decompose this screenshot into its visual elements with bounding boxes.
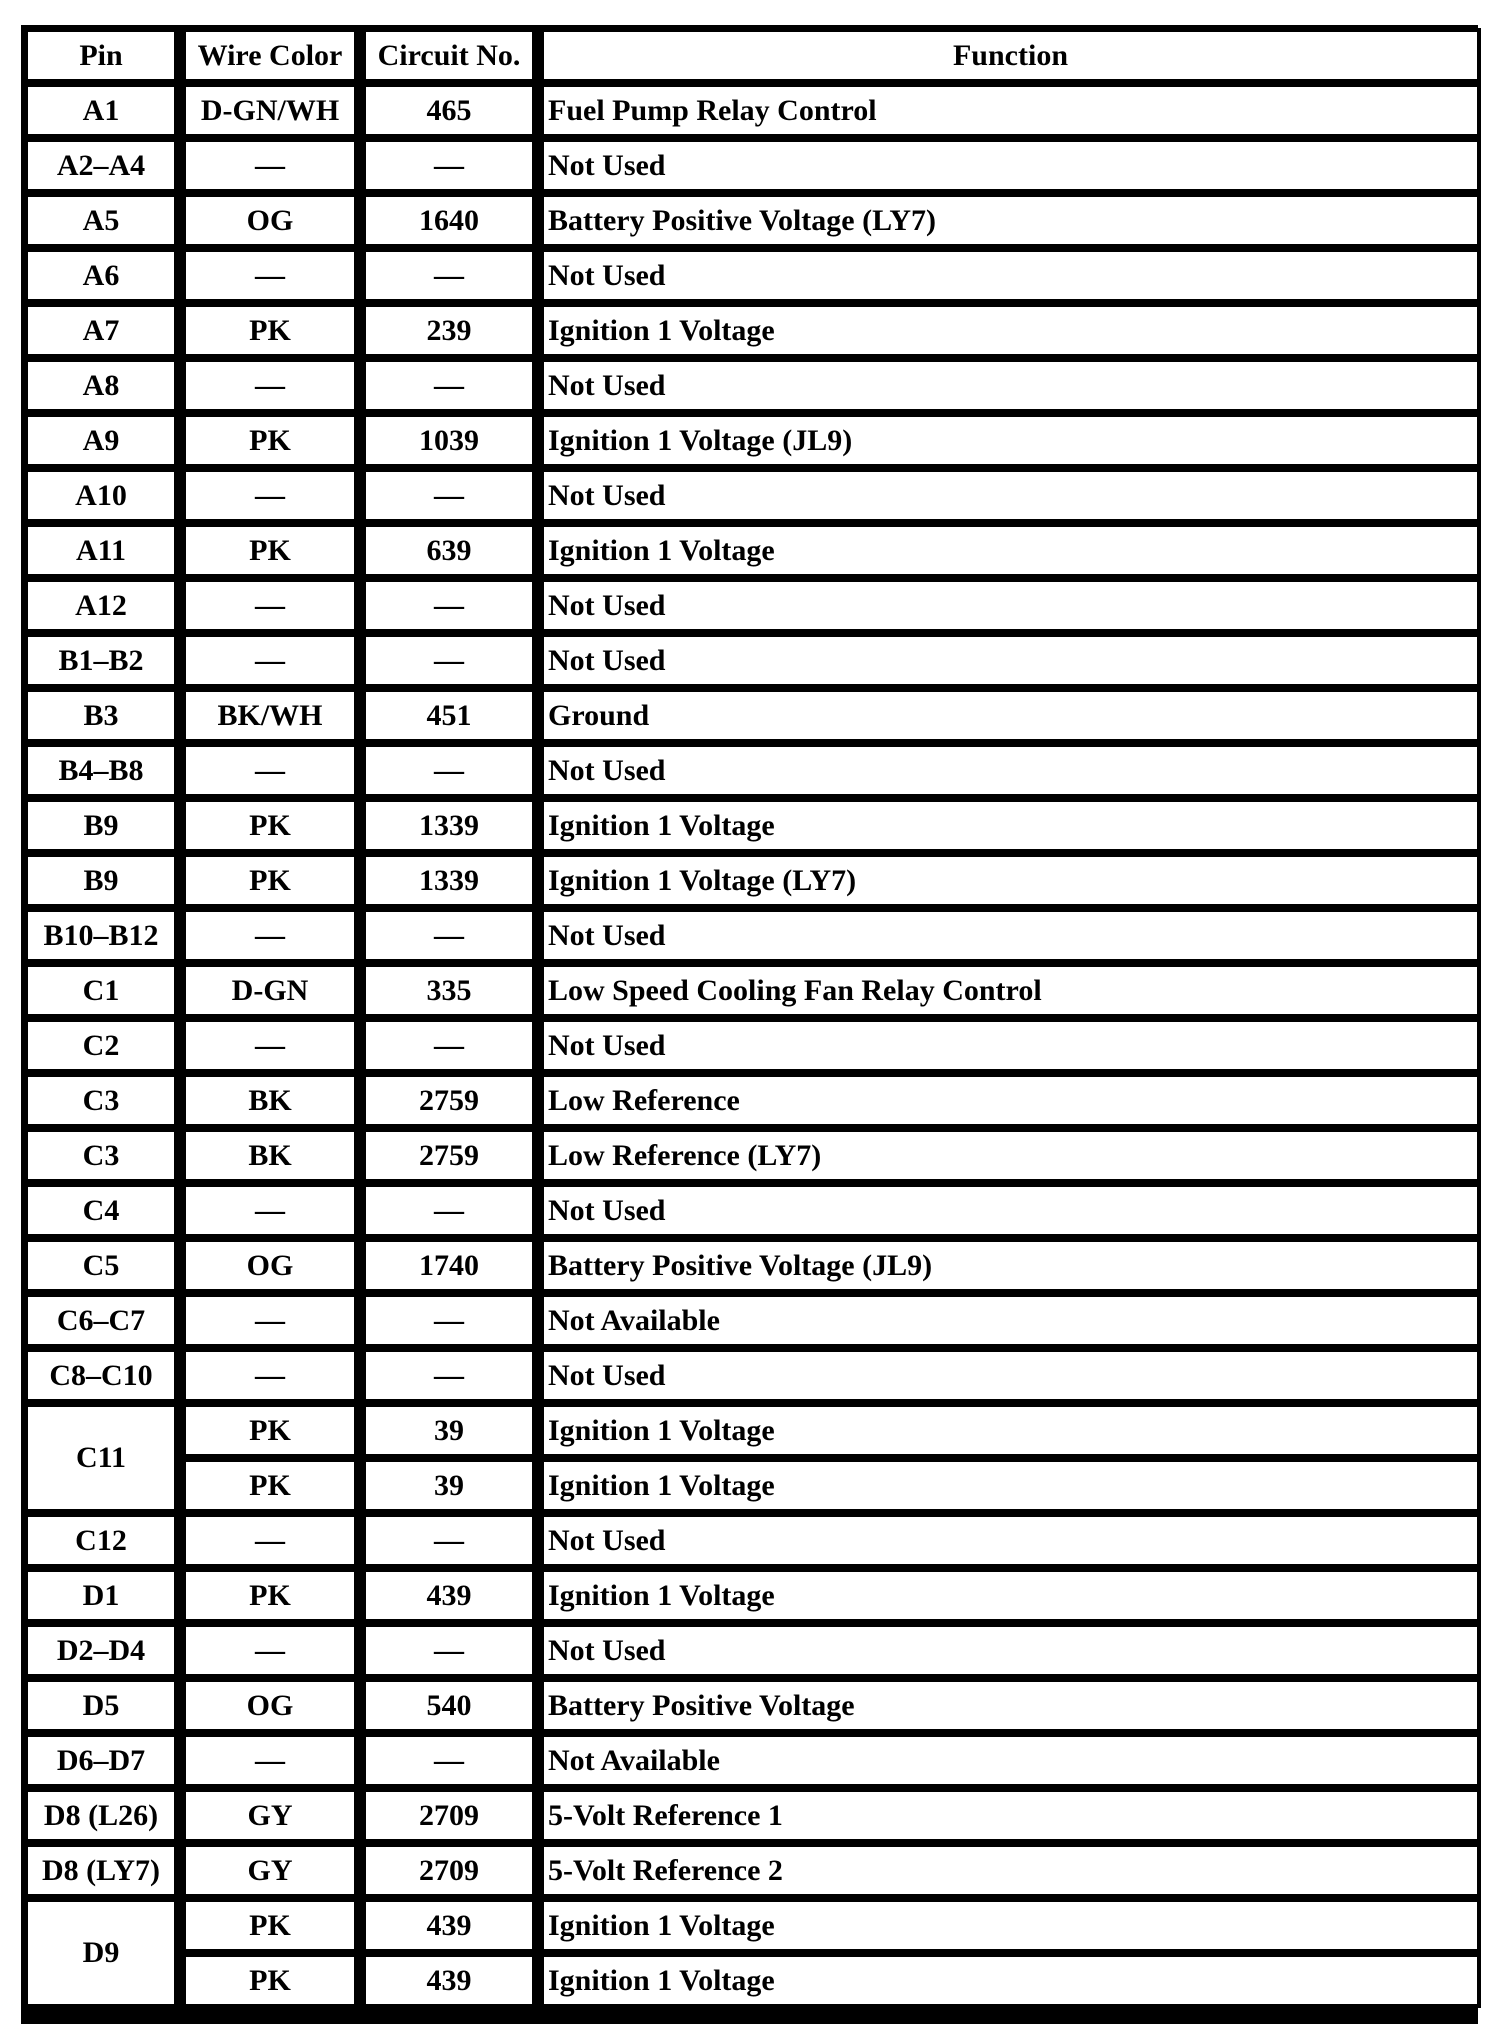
- cell-function: 5-Volt Reference 2: [540, 1843, 1481, 1898]
- cell-wire-color: BK: [182, 1073, 358, 1128]
- cell-circuit-no: 439: [362, 1898, 536, 1953]
- cell-function: Ignition 1 Voltage: [540, 1458, 1481, 1513]
- cell-wire-color: PK: [182, 853, 358, 908]
- cell-pin: C2: [24, 1018, 178, 1073]
- pinout-table: [21, 25, 1478, 2024]
- cell-wire-color: BK/WH: [182, 688, 358, 743]
- cell-pin: A10: [24, 468, 178, 523]
- cell-circuit-no: 639: [362, 523, 536, 578]
- cell-pin: A1: [24, 83, 178, 138]
- cell-function: Not Used: [540, 248, 1481, 303]
- cell-pin: D8 (LY7): [24, 1843, 178, 1898]
- cell-pin: C3: [24, 1073, 178, 1128]
- cell-function: 5-Volt Reference 1: [540, 1788, 1481, 1843]
- cell-pin: B3: [24, 688, 178, 743]
- cell-function: Not Used: [540, 743, 1481, 798]
- cell-circuit-no: —: [362, 1513, 536, 1568]
- cell-circuit-no: 2759: [362, 1128, 536, 1183]
- cell-function: Low Reference: [540, 1073, 1481, 1128]
- cell-function: Not Used: [540, 1623, 1481, 1678]
- cell-circuit-no: —: [362, 1293, 536, 1348]
- cell-circuit-no: 1339: [362, 798, 536, 853]
- cell-function: Not Used: [540, 578, 1481, 633]
- cell-circuit-no: 540: [362, 1678, 536, 1733]
- cell-wire-color: —: [182, 138, 358, 193]
- cell-wire-color: —: [182, 1733, 358, 1788]
- cell-circuit-no: —: [362, 1348, 536, 1403]
- cell-wire-color: —: [182, 633, 358, 688]
- cell-wire-color: —: [182, 1018, 358, 1073]
- cell-function: Not Used: [540, 358, 1481, 413]
- cell-circuit-no: —: [362, 1623, 536, 1678]
- cell-function: Ground: [540, 688, 1481, 743]
- cell-wire-color: PK: [182, 413, 358, 468]
- cell-function: Not Available: [540, 1293, 1481, 1348]
- cell-wire-color: D-GN/WH: [182, 83, 358, 138]
- cell-wire-color: —: [182, 358, 358, 413]
- cell-function: Ignition 1 Voltage: [540, 1403, 1481, 1458]
- cell-wire-color: —: [182, 1623, 358, 1678]
- cell-function: Ignition 1 Voltage (LY7): [540, 853, 1481, 908]
- cell-pin: D9: [24, 1898, 178, 2008]
- cell-pin: B9: [24, 798, 178, 853]
- cell-function: Ignition 1 Voltage: [540, 1568, 1481, 1623]
- cell-circuit-no: —: [362, 1183, 536, 1238]
- cell-pin: A7: [24, 303, 178, 358]
- cell-circuit-no: 465: [362, 83, 536, 138]
- cell-function: Battery Positive Voltage (LY7): [540, 193, 1481, 248]
- cell-circuit-no: 1740: [362, 1238, 536, 1293]
- cell-circuit-no: 2709: [362, 1788, 536, 1843]
- cell-circuit-no: 239: [362, 303, 536, 358]
- cell-pin: D6–D7: [24, 1733, 178, 1788]
- cell-circuit-no: —: [362, 358, 536, 413]
- cell-wire-color: —: [182, 1293, 358, 1348]
- cell-circuit-no: 439: [362, 1568, 536, 1623]
- cell-wire-color: —: [182, 578, 358, 633]
- cell-function: Not Used: [540, 138, 1481, 193]
- cell-pin: A2–A4: [24, 138, 178, 193]
- cell-pin: C12: [24, 1513, 178, 1568]
- cell-wire-color: PK: [182, 523, 358, 578]
- header-circuit-no: Circuit No.: [362, 28, 536, 83]
- cell-function: Ignition 1 Voltage: [540, 523, 1481, 578]
- header-function: Function: [540, 28, 1481, 83]
- cell-wire-color: GY: [182, 1843, 358, 1898]
- cell-wire-color: —: [182, 1513, 358, 1568]
- cell-circuit-no: 439: [362, 1953, 536, 2008]
- cell-wire-color: PK: [182, 1568, 358, 1623]
- cell-pin: C3: [24, 1128, 178, 1183]
- cell-function: Ignition 1 Voltage: [540, 1953, 1481, 2008]
- cell-circuit-no: —: [362, 633, 536, 688]
- cell-circuit-no: 451: [362, 688, 536, 743]
- cell-pin: B1–B2: [24, 633, 178, 688]
- cell-pin: B10–B12: [24, 908, 178, 963]
- cell-pin: D8 (L26): [24, 1788, 178, 1843]
- cell-function: Not Used: [540, 1018, 1481, 1073]
- cell-function: Fuel Pump Relay Control: [540, 83, 1481, 138]
- cell-pin: A6: [24, 248, 178, 303]
- cell-wire-color: —: [182, 1183, 358, 1238]
- cell-wire-color: BK: [182, 1128, 358, 1183]
- cell-circuit-no: 1039: [362, 413, 536, 468]
- cell-function: Not Used: [540, 908, 1481, 963]
- cell-pin: C5: [24, 1238, 178, 1293]
- cell-circuit-no: —: [362, 1018, 536, 1073]
- cell-pin: A11: [24, 523, 178, 578]
- cell-pin: C8–C10: [24, 1348, 178, 1403]
- cell-circuit-no: —: [362, 908, 536, 963]
- cell-circuit-no: —: [362, 468, 536, 523]
- cell-circuit-no: 2759: [362, 1073, 536, 1128]
- cell-pin: D1: [24, 1568, 178, 1623]
- cell-function: Not Used: [540, 1513, 1481, 1568]
- cell-circuit-no: —: [362, 1733, 536, 1788]
- cell-wire-color: D-GN: [182, 963, 358, 1018]
- cell-wire-color: —: [182, 1348, 358, 1403]
- cell-function: Ignition 1 Voltage: [540, 303, 1481, 358]
- cell-wire-color: PK: [182, 798, 358, 853]
- cell-wire-color: —: [182, 908, 358, 963]
- cell-function: Battery Positive Voltage: [540, 1678, 1481, 1733]
- cell-wire-color: —: [182, 743, 358, 798]
- cell-pin: D2–D4: [24, 1623, 178, 1678]
- cell-pin: C1: [24, 963, 178, 1018]
- cell-circuit-no: —: [362, 743, 536, 798]
- cell-pin: A8: [24, 358, 178, 413]
- cell-function: Low Reference (LY7): [540, 1128, 1481, 1183]
- cell-pin: C6–C7: [24, 1293, 178, 1348]
- cell-pin: A12: [24, 578, 178, 633]
- cell-circuit-no: 2709: [362, 1843, 536, 1898]
- cell-wire-color: —: [182, 248, 358, 303]
- cell-circuit-no: 39: [362, 1403, 536, 1458]
- cell-wire-color: GY: [182, 1788, 358, 1843]
- cell-circuit-no: 39: [362, 1458, 536, 1513]
- cell-function: Ignition 1 Voltage: [540, 1898, 1481, 1953]
- cell-circuit-no: —: [362, 248, 536, 303]
- cell-pin: C11: [24, 1403, 178, 1513]
- cell-pin: C4: [24, 1183, 178, 1238]
- cell-wire-color: PK: [182, 1403, 358, 1458]
- cell-pin: B9: [24, 853, 178, 908]
- cell-pin: B4–B8: [24, 743, 178, 798]
- cell-wire-color: PK: [182, 1898, 358, 1953]
- cell-function: Not Used: [540, 468, 1481, 523]
- cell-wire-color: PK: [182, 1953, 358, 2008]
- cell-function: Not Used: [540, 1348, 1481, 1403]
- cell-pin: D5: [24, 1678, 178, 1733]
- cell-wire-color: PK: [182, 303, 358, 358]
- cell-wire-color: OG: [182, 193, 358, 248]
- cell-wire-color: —: [182, 468, 358, 523]
- cell-function: Not Available: [540, 1733, 1481, 1788]
- cell-wire-color: OG: [182, 1678, 358, 1733]
- cell-pin: A5: [24, 193, 178, 248]
- cell-function: Low Speed Cooling Fan Relay Control: [540, 963, 1481, 1018]
- header-pin: Pin: [24, 28, 178, 83]
- cell-pin: A9: [24, 413, 178, 468]
- cell-circuit-no: 1339: [362, 853, 536, 908]
- cell-function: Battery Positive Voltage (JL9): [540, 1238, 1481, 1293]
- cell-circuit-no: —: [362, 138, 536, 193]
- cell-function: Ignition 1 Voltage (JL9): [540, 413, 1481, 468]
- cell-wire-color: OG: [182, 1238, 358, 1293]
- cell-circuit-no: 335: [362, 963, 536, 1018]
- cell-circuit-no: —: [362, 578, 536, 633]
- cell-circuit-no: 1640: [362, 193, 536, 248]
- header-wire-color: Wire Color: [182, 28, 358, 83]
- cell-function: Ignition 1 Voltage: [540, 798, 1481, 853]
- cell-function: Not Used: [540, 633, 1481, 688]
- cell-wire-color: PK: [182, 1458, 358, 1513]
- cell-function: Not Used: [540, 1183, 1481, 1238]
